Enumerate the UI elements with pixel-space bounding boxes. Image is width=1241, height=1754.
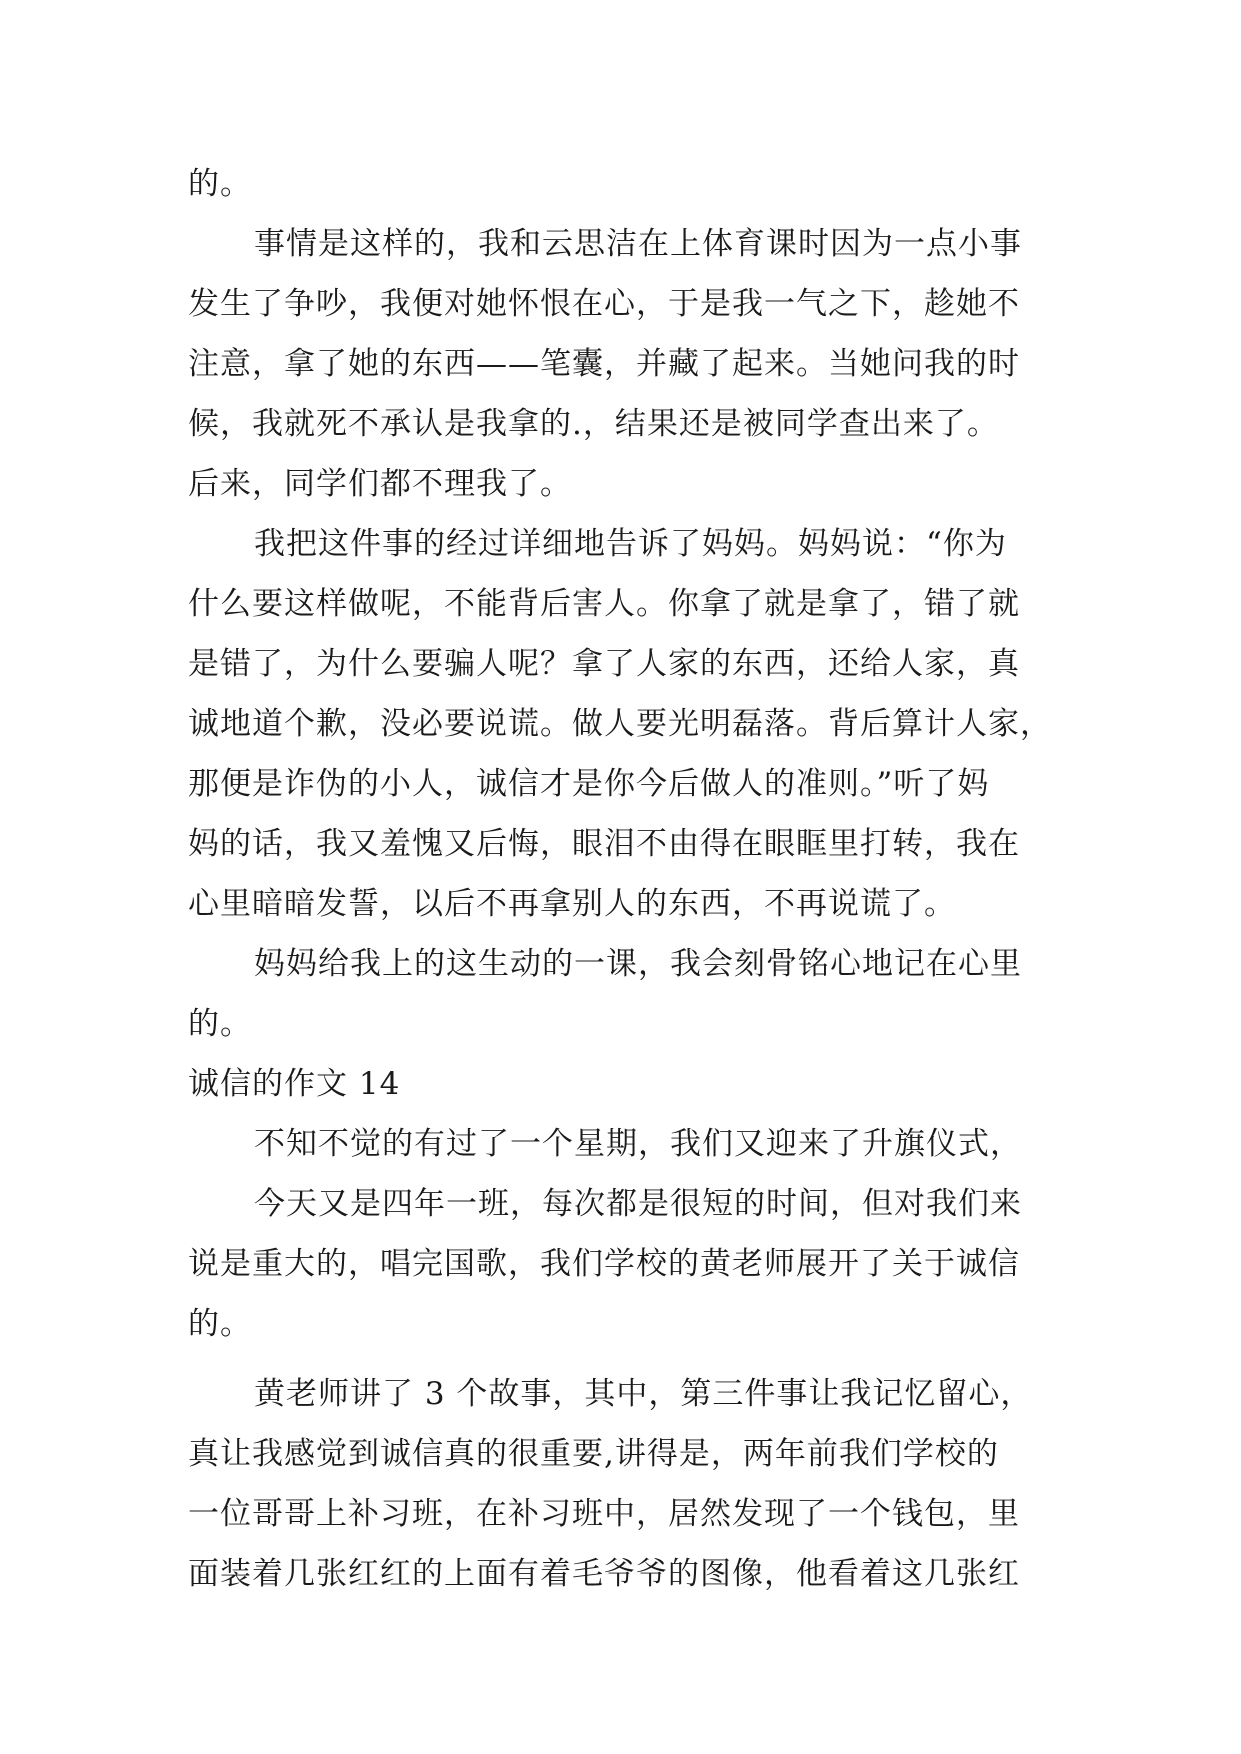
text-line: 是错了，为什么要骗人呢？拿了人家的东西，还给人家，真 <box>188 646 1020 682</box>
text-line: 事情是这样的，我和云思洁在上体育课时因为一点小事 <box>254 226 1022 262</box>
text-line: 的。 <box>188 1006 252 1042</box>
text-line: 的。 <box>188 166 252 202</box>
text-line: 诚地道个歉，没必要说谎。做人要光明磊落。背后算计人家， <box>188 706 1052 742</box>
text-line: 说是重大的，唱完国歌，我们学校的黄老师展开了关于诚信 <box>188 1246 1020 1282</box>
section-heading: 诚信的作文 14 <box>188 1066 401 1102</box>
text-line: 我把这件事的经过详细地告诉了妈妈。妈妈说：“你为 <box>254 526 1007 562</box>
text-line: 面装着几张红红的上面有着毛爷爷的图像，他看着这几张红 <box>188 1556 1020 1592</box>
text-line: 真让我感觉到诚信真的很重要,讲得是，两年前我们学校的 <box>188 1436 999 1472</box>
text-line: 注意，拿了她的东西——笔囊，并藏了起来。当她问我的时 <box>188 346 1020 382</box>
text-line: 什么要这样做呢，不能背后害人。你拿了就是拿了，错了就 <box>188 586 1020 622</box>
text-line: 妈的话，我又羞愧又后悔，眼泪不由得在眼眶里打转，我在 <box>188 826 1020 862</box>
text-line: 心里暗暗发誓，以后不再拿别人的东西，不再说谎了。 <box>188 886 956 922</box>
text-line: 今天又是四年一班，每次都是很短的时间，但对我们来 <box>254 1186 1022 1222</box>
text-line: 妈妈给我上的这生动的一课，我会刻骨铭心地记在心里 <box>254 946 1022 982</box>
text-line: 候，我就死不承认是我拿的.，结果还是被同学查出来了。 <box>188 406 999 442</box>
text-line: 一位哥哥上补习班，在补习班中，居然发现了一个钱包，里 <box>188 1496 1020 1532</box>
text-line: 那便是诈伪的小人，诚信才是你今后做人的准则。”听了妈 <box>188 766 990 802</box>
text-line: 黄老师讲了 3 个故事，其中，第三件事让我记忆留心， <box>254 1376 1033 1412</box>
text-line: 后来，同学们都不理我了。 <box>188 466 572 502</box>
text-line: 不知不觉的有过了一个星期，我们又迎来了升旗仪式， <box>254 1126 1022 1162</box>
text-line: 的。 <box>188 1306 252 1342</box>
text-line: 发生了争吵，我便对她怀恨在心，于是我一气之下，趁她不 <box>188 286 1020 322</box>
